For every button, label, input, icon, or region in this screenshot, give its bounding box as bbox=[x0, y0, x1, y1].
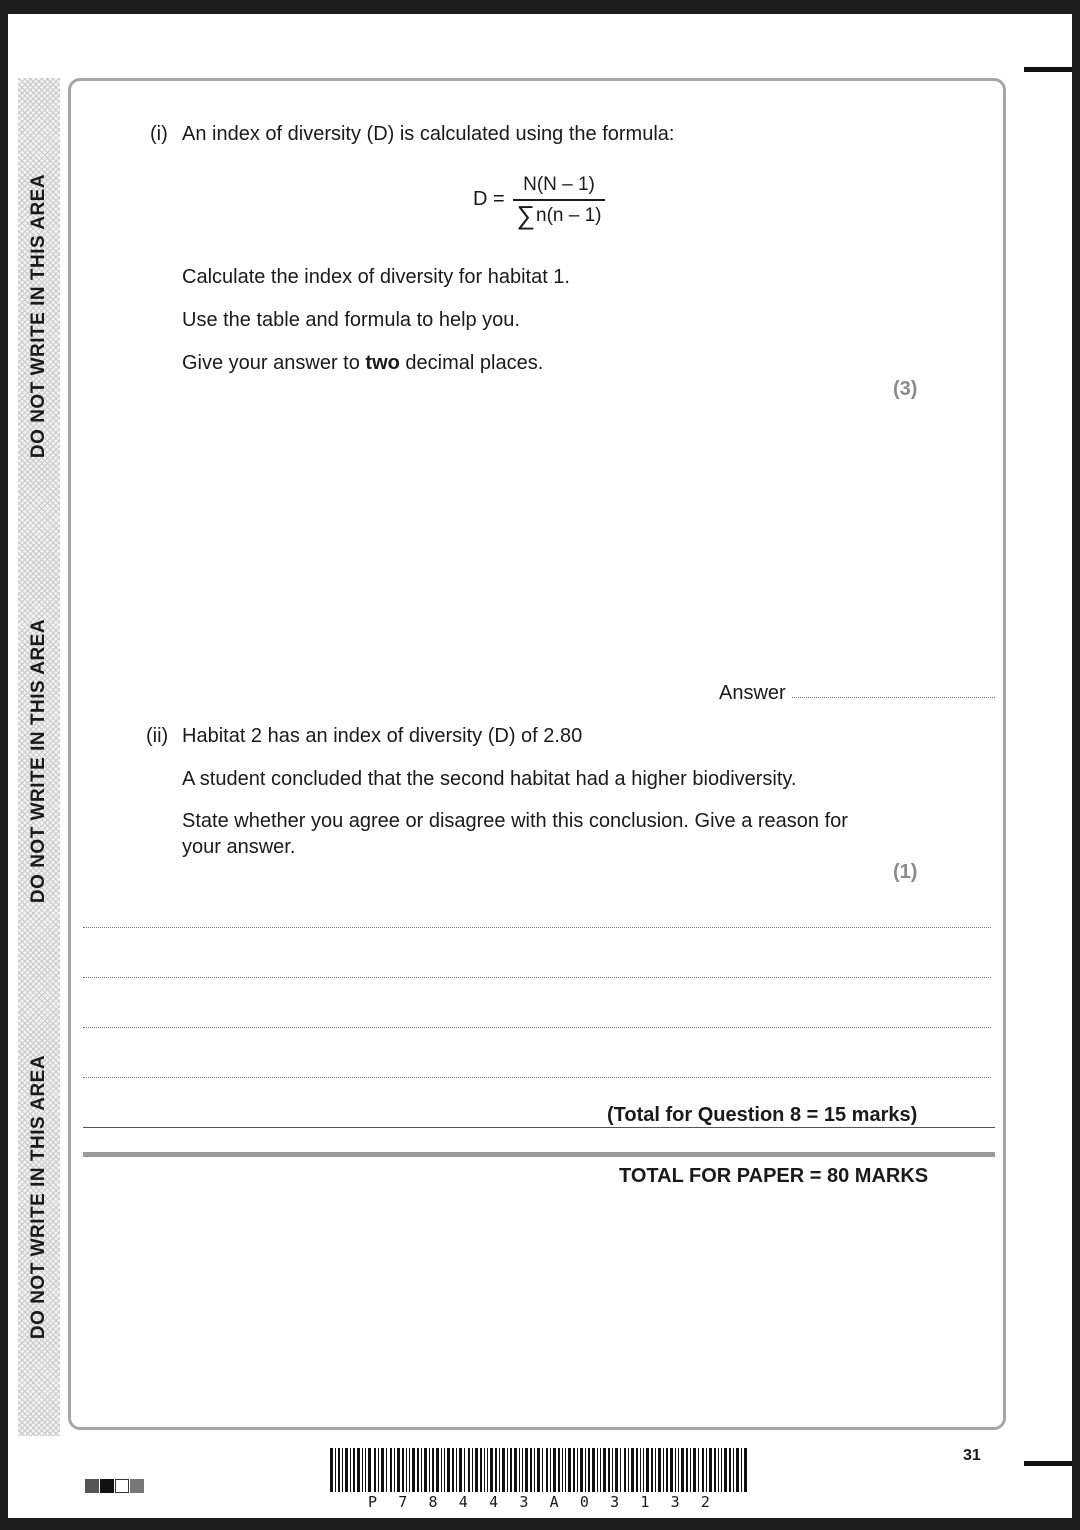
barcode-char: P bbox=[368, 1493, 378, 1511]
barcode-char: 1 bbox=[640, 1493, 650, 1511]
formula-lhs: D = bbox=[473, 188, 505, 210]
marker-square bbox=[100, 1479, 114, 1493]
part-ii-label: (ii) bbox=[146, 725, 169, 747]
formula-denominator-group bbox=[513, 202, 605, 229]
writing-line[interactable] bbox=[83, 1027, 991, 1028]
part-i-label: (i) bbox=[150, 123, 168, 145]
barcode-char: 4 bbox=[489, 1493, 499, 1511]
barcode-char: 0 bbox=[579, 1493, 589, 1511]
part-ii-question-line-1: State whether you agree or disagree with this conclusion. Give a reason for bbox=[182, 810, 848, 832]
part-i-instruction-1: Calculate the index of diversity for habitat 1. bbox=[182, 266, 570, 288]
barcode-char: 4 bbox=[458, 1493, 468, 1511]
part-i-instruction-2: Use the table and formula to help you. bbox=[182, 309, 520, 331]
page-marker-squares bbox=[85, 1479, 145, 1498]
total-divider-thick bbox=[83, 1152, 995, 1157]
barcode-char: 7 bbox=[398, 1493, 408, 1511]
sigma-symbol: ∑ bbox=[516, 200, 536, 230]
marker-square bbox=[85, 1479, 99, 1493]
margin-warning-bottom: DO NOT WRITE IN THIS AREA bbox=[28, 1054, 49, 1340]
part-ii-marks: (1) bbox=[893, 861, 918, 883]
formula-numerator: N(N – 1) bbox=[523, 174, 595, 195]
instruction-3-bold: two bbox=[365, 352, 400, 374]
barcode-text bbox=[330, 1493, 748, 1511]
writing-line[interactable] bbox=[83, 1077, 991, 1078]
barcode-char: 2 bbox=[700, 1493, 710, 1511]
part-ii-conclusion: A student concluded that the second habitat had a higher biodiversity. bbox=[182, 768, 797, 790]
registration-mark-top bbox=[1024, 67, 1072, 72]
part-i-instruction-3 bbox=[182, 350, 543, 376]
barcode-char: A bbox=[549, 1493, 559, 1511]
formula-denominator: n(n – 1) bbox=[536, 205, 602, 226]
instruction-3-start: Give your answer to bbox=[182, 352, 366, 374]
margin-warning-middle: DO NOT WRITE IN THIS AREA bbox=[28, 618, 49, 904]
barcode bbox=[330, 1448, 748, 1492]
page-number: 31 bbox=[963, 1447, 981, 1464]
paper-total: TOTAL FOR PAPER = 80 MARKS bbox=[619, 1165, 929, 1187]
registration-mark-bottom bbox=[1024, 1461, 1072, 1466]
part-i-marks: (3) bbox=[893, 378, 918, 400]
answer-line[interactable] bbox=[792, 697, 995, 698]
barcode-char: 3 bbox=[670, 1493, 680, 1511]
answer-label: Answer bbox=[719, 682, 786, 704]
barcode-char: 3 bbox=[519, 1493, 529, 1511]
question-total: (Total for Question 8 = 15 marks) bbox=[607, 1104, 918, 1126]
diversity-formula bbox=[513, 173, 605, 229]
part-ii-statement: Habitat 2 has an index of diversity (D) of 2.80 bbox=[182, 725, 583, 747]
part-i-intro: An index of diversity (D) is calculated using the formula: bbox=[182, 123, 675, 145]
barcode-char: 8 bbox=[428, 1493, 438, 1511]
writing-line[interactable] bbox=[83, 977, 991, 978]
total-divider-thin bbox=[83, 1127, 995, 1128]
part-ii-question-line-2: your answer. bbox=[182, 836, 296, 858]
margin-warning-top: DO NOT WRITE IN THIS AREA bbox=[28, 173, 49, 459]
instruction-3-end: decimal places. bbox=[399, 352, 544, 374]
writing-line[interactable] bbox=[83, 927, 991, 928]
marker-square bbox=[130, 1479, 144, 1493]
barcode-char: 3 bbox=[610, 1493, 620, 1511]
marker-square bbox=[115, 1479, 129, 1493]
